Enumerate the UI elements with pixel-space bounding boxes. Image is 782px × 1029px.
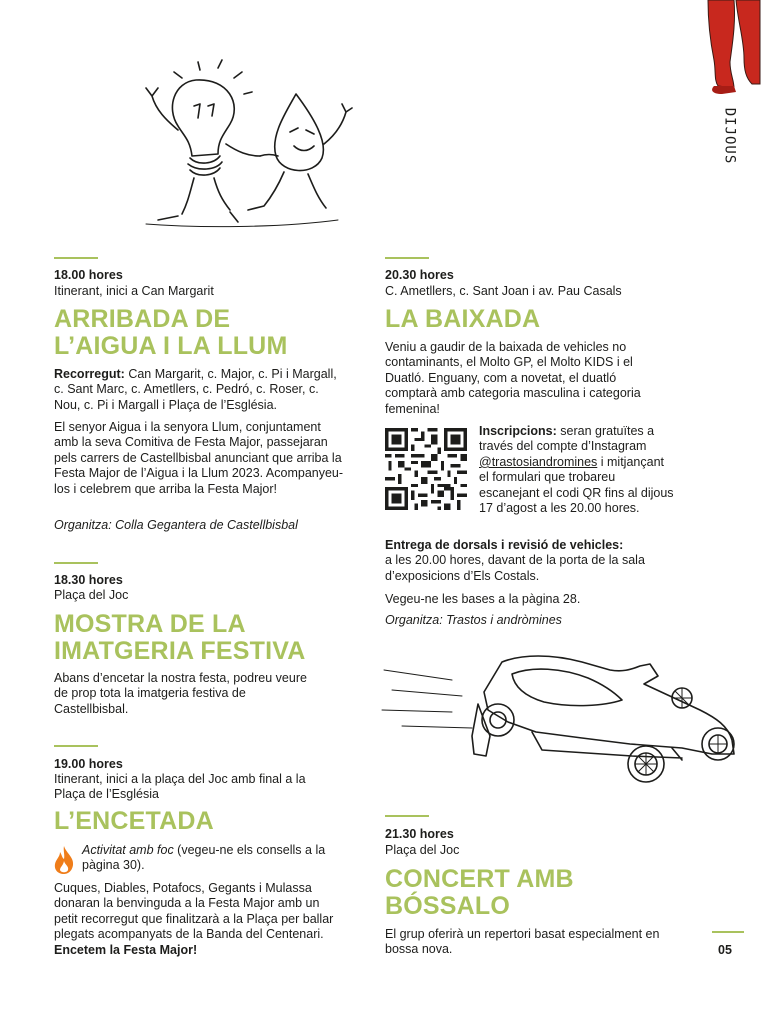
event-organizer: Organitza: Trastos i andròmines xyxy=(385,613,562,627)
event-time: 18.00 hores xyxy=(54,268,123,282)
event-description: Veniu a gaudir de la baixada de vehicles no contaminants, el Molto GP, el Molto KIDS i el Duatló. Enguany, com a novetat, el duatló comptarà amb categoria masculina i categoria femenina! xyxy=(385,340,641,416)
section-rule xyxy=(54,745,98,747)
section-rule xyxy=(54,562,98,564)
event-description: Abans d’encetar la nostra festa, podreu veure de prop tota la imatgeria festiva de Castellbisbal. xyxy=(54,671,307,716)
section-rule xyxy=(385,815,429,817)
bulb-and-drop-illustration xyxy=(138,60,358,230)
car-illustration xyxy=(382,640,742,800)
event-place: Plaça del Joc xyxy=(54,588,129,602)
event-route: Recorregut: Can Margarit, c. Major, c. Pi i Margall, c. Sant Marc, c. Ametllers, c. Pedró, c. Roser, c. Nou, c. Pi i Margall i Plaça de l’Església. xyxy=(54,367,337,412)
event-time: 18.30 hores xyxy=(54,573,123,587)
day-label: DIJOUS xyxy=(721,107,738,165)
section-rule xyxy=(385,257,429,259)
qr-code[interactable] xyxy=(385,428,467,510)
event-description: El grup oferirà un repertori basat especialment en bossa nova. xyxy=(385,927,660,957)
event-place: Itinerant, inici a Can Margarit xyxy=(54,284,214,298)
event-time: 21.30 hores xyxy=(385,827,454,841)
event-place: C. Ametllers, c. Sant Joan i av. Pau Casals xyxy=(385,284,622,298)
event-title: CONCERT AMB BÓSSALO xyxy=(385,865,574,920)
instagram-link[interactable]: @trastosiandromines xyxy=(479,454,598,469)
event-title: MOSTRA DE LA IMATGERIA FESTIVA xyxy=(54,610,306,665)
event-title: L’ENCETADA xyxy=(54,807,214,835)
fire-note: Activitat amb foc (vegeu-ne els consells a la pàgina 30). xyxy=(82,843,326,873)
bases-note: Vegeu-ne les bases a la pàgina 28. xyxy=(385,592,581,606)
page-number: 05 xyxy=(718,943,732,957)
legs-illustration xyxy=(700,0,760,95)
event-description: El senyor Aigua i la senyora Llum, conjuntament amb la seva Comitiva de Festa Major, passejaran pels carrers de Castellbisbal anunciant que arriba la Festa Major de l’Aigua i la Llum 2023. Acompanyeu-los i celebrem que arriba la Festa Major! xyxy=(54,420,344,496)
fire-icon xyxy=(52,845,76,875)
event-place: Itinerant, inici a la plaça del Joc amb final a la Plaça de l’Església xyxy=(54,772,306,801)
event-organizer: Organitza: Colla Gegantera de Castellbisbal xyxy=(54,518,298,532)
event-title: ARRIBADA DE L’AIGUA I LA LLUM xyxy=(54,305,288,360)
event-title: LA BAIXADA xyxy=(385,305,541,333)
section-rule xyxy=(54,257,98,259)
inscriptions: Inscripcions: seran gratuïtes a través del compte d’Instagram @trastosiandromines i mitjançant el formulari que trobareu escanejant el codi QR fins al dijous 17 d’agost a les 20.00 hores. xyxy=(479,424,674,516)
event-time: 20.30 hores xyxy=(385,268,454,282)
page-rule xyxy=(712,931,744,933)
dorsals-info: Entrega de dorsals i revisió de vehicles: a les 20.00 hores, davant de la porta de la sala d’exposicions d’Els Costals. xyxy=(385,538,645,583)
event-place: Plaça del Joc xyxy=(385,843,460,857)
event-time: 19.00 hores xyxy=(54,757,123,771)
event-description: Cuques, Diables, Potafocs, Gegants i Mulassa donaran la benvinguda a la Festa Major amb un petit recorregut que finalitzarà a la Plaça per ballar plegats acompanyats de la Banda del Centenari. Encetem la Festa Major! xyxy=(54,881,334,957)
